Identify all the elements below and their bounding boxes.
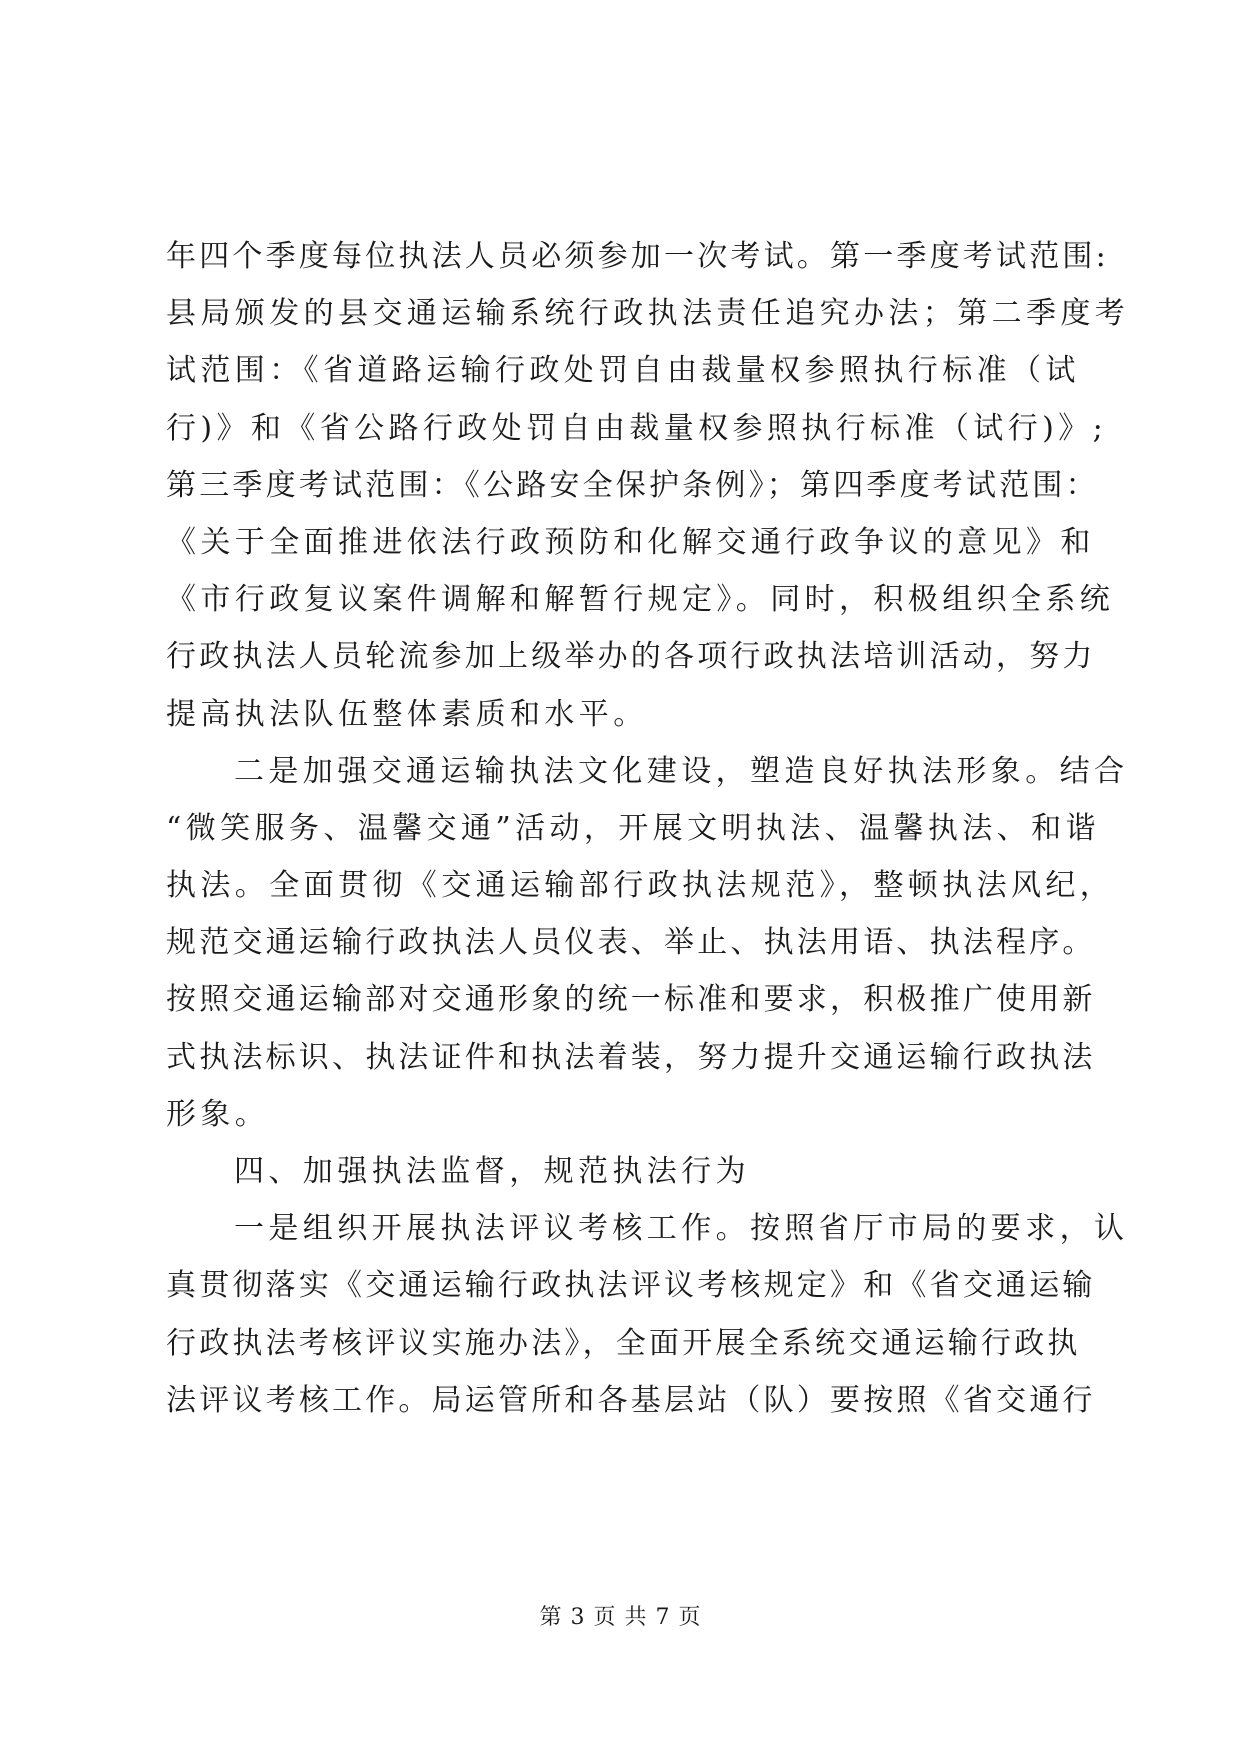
text-line: 行政执法考核评议实施办法》，全面开展全系统交通运输行政执 (166, 1325, 1081, 1361)
text-line: 式执法标识、执法证件和执法着装，努力提升交通运输行政执法 (166, 1039, 1096, 1075)
section-heading: 四、加强执法监督，规范执法行为 (234, 1154, 750, 1189)
text-line: “微笑服务、温馨交通”活动，开展文明执法、温馨执法、和谐 (166, 810, 1100, 846)
text-line: 执法。全面贯彻《交通运输部行政执法规范》，整顿执法风纪， (166, 868, 1115, 904)
text-line: 法评议考核工作。局运管所和各基层站（队）要按照《省交通行 (166, 1382, 1096, 1418)
text-line: 《关于全面推进依法行政预防和化解交通行政争议的意见》和 (166, 524, 1095, 560)
text-line: 《市行政复议案件调解和解暂行规定》。同时，积极组织全系统 (166, 582, 1115, 618)
text-line: 真贯彻落实《交通运输行政执法评议考核规定》和《省交通运输 (166, 1268, 1096, 1304)
text-line: 规范交通运输行政执法人员仪表、举止、执法用语、执法程序。 (166, 925, 1096, 961)
paragraph-start-line: 一是组织开展执法评议考核工作。按照省厅市局的要求，认 (234, 1211, 1129, 1247)
text-line: 年四个季度每位执法人员必须参加一次考试。第一季度考试范围: (166, 239, 1109, 274)
text-line: 提高执法队伍整体素质和水平。 (166, 696, 648, 732)
text-line: 县局颁发的县交通运输系统行政执法责任追究办法；第二季度考 (166, 296, 1130, 332)
page-number-footer: 第 3 页 共 7 页 (539, 1605, 702, 1630)
paragraph-start-line: 二是加强交通运输执法文化建设，塑造良好执法形象。结合 (234, 753, 1129, 789)
text-line: 行政执法人员轮流参加上级举办的各项行政执法培训活动，努力 (166, 639, 1096, 675)
document-body (166, 228, 1130, 1429)
text-line: 按照交通运输部对交通形象的统一标准和要求，积极推广使用新 (166, 982, 1096, 1018)
text-line: 试范围：《省道路运输行政处罚自由裁量权参照执行标准（试 (166, 353, 1080, 389)
text-line: 形象。 (166, 1096, 270, 1132)
text-line: 第三季度考试范围：《公路安全保护条例》；第四季度考试范围： (166, 467, 1099, 503)
text-line: 行)》和《省公路行政处罚自由裁量权参照执行标准（试行)》; (166, 410, 1108, 446)
